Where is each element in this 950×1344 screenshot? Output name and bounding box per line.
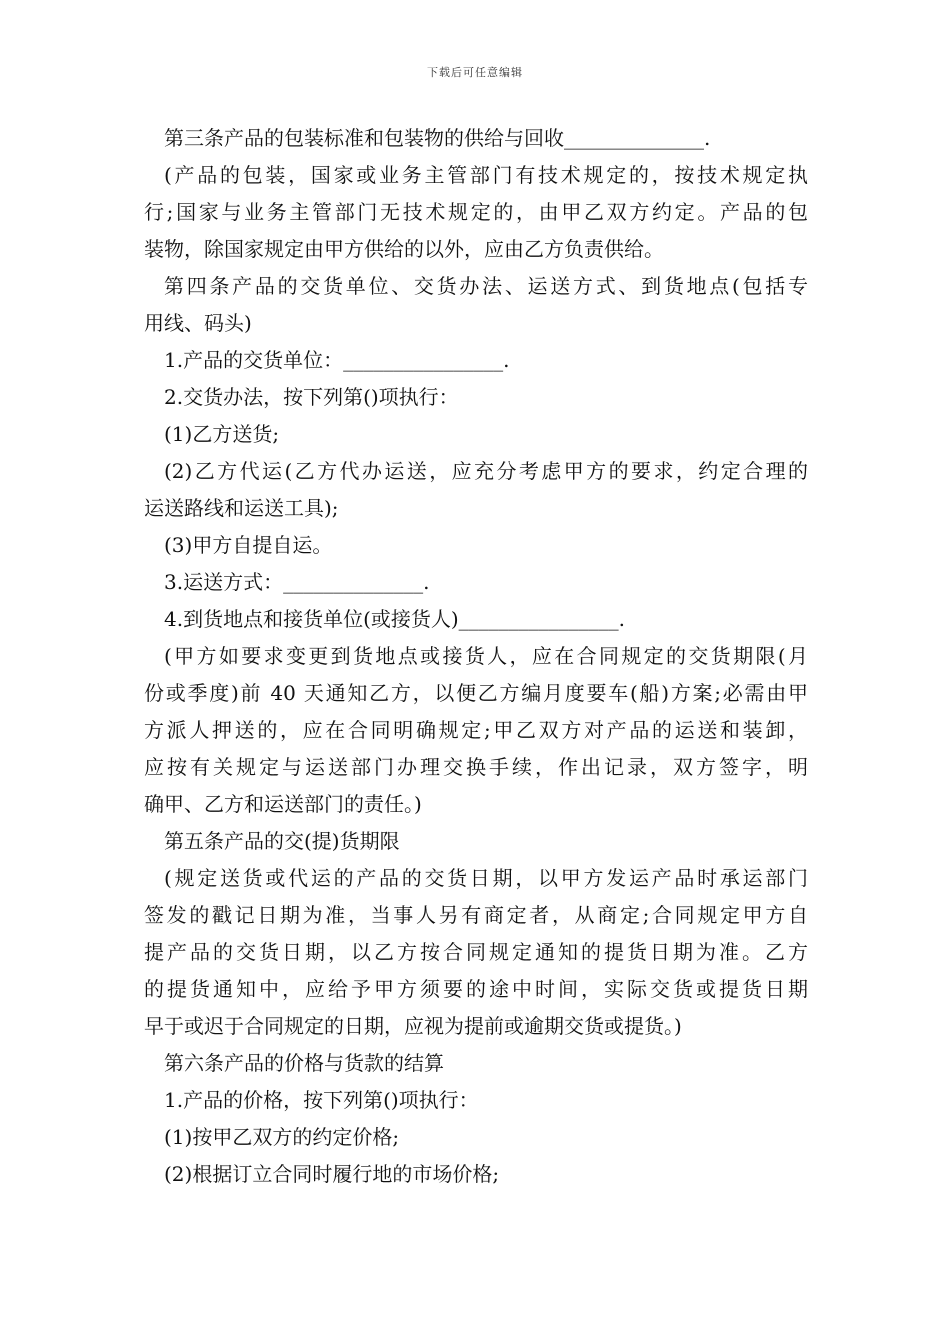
document-body — [144, 120, 808, 1193]
document-line: 1.产品的价格，按下列第()项执行： — [164, 1088, 479, 1112]
document-line: 装物，除国家规定由甲方供给的以外，应由乙方负责供给。 — [144, 237, 664, 261]
document-line: 早于或迟于合同规定的日期，应视为提前或逾期交货或提货。) — [144, 1014, 682, 1038]
document-line: 签发的戳记日期为准，当事人另有商定者，从商定;合同规定甲方自 — [144, 903, 808, 927]
document-line: 行;国家与业务主管部门无技术规定的，由甲乙双方约定。产品的包 — [144, 200, 808, 224]
document-line: 1.产品的交货单位：________________. — [164, 348, 510, 372]
document-line: (规定送货或代运的产品的交货日期，以甲方发运产品时承运部门 — [164, 866, 808, 890]
document-line: 第六条产品的价格与货款的结算 — [164, 1051, 444, 1075]
document-line: 用线、码头) — [144, 311, 252, 335]
document-line: (甲方如要求变更到货地点或接货人，应在合同规定的交货期限(月 — [164, 644, 808, 668]
document-line: 提产品的交货日期，以乙方按合同规定通知的提货日期为准。乙方 — [144, 940, 808, 964]
document-line: (产品的包装，国家或业务主管部门有技术规定的，按技术规定执 — [164, 163, 808, 187]
document-line: 应按有关规定与运送部门办理交换手续，作出记录，双方签字，明 — [144, 755, 808, 779]
document-line: (1)乙方送货; — [164, 422, 280, 446]
document-line: 方派人押送的，应在合同明确规定;甲乙双方对产品的运送和装卸， — [144, 718, 808, 742]
document-line: 运送路线和运送工具); — [144, 496, 339, 520]
document-line: 第三条产品的包装标准和包装物的供给与回收______________. — [164, 126, 711, 150]
document-line: (2)乙方代运(乙方代办运送，应充分考虑甲方的要求，约定合理的 — [164, 459, 808, 483]
document-line: (1)按甲乙双方的约定价格; — [164, 1125, 400, 1149]
document-line: 2.交货办法，按下列第()项执行： — [164, 385, 459, 409]
document-line: (2)根据订立合同时履行地的市场价格; — [164, 1162, 500, 1186]
document-line: (3)甲方自提自运。 — [164, 533, 333, 557]
document-line: 第五条产品的交(提)货期限 — [164, 829, 400, 853]
document-line: 3.运送方式：______________. — [164, 570, 430, 594]
page-header: 下载后可任意编辑 — [427, 66, 523, 79]
document-line: 份或季度)前 40 天通知乙方，以便乙方编月度要车(船)方案;必需由甲 — [144, 681, 808, 705]
document-line: 确甲、乙方和运送部门的责任。) — [144, 792, 422, 816]
document-line: 第四条产品的交货单位、交货办法、运送方式、到货地点(包括专 — [164, 274, 808, 298]
document-line: 4.到货地点和接货单位(或接货人)________________. — [164, 607, 626, 631]
document-line: 的提货通知中，应给予甲方须要的途中时间，实际交货或提货日期 — [144, 977, 808, 1001]
